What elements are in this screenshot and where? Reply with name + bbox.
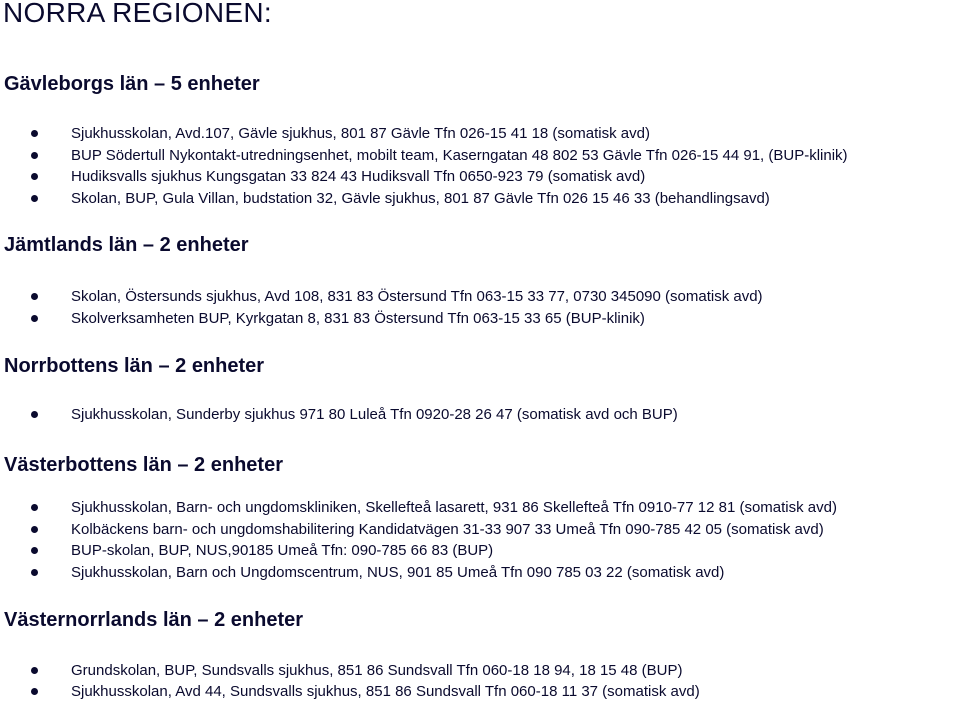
bullet-icon bbox=[31, 688, 38, 695]
section-heading-jamtland: Jämtlands län – 2 enheter bbox=[4, 234, 249, 256]
list-item-text: Sjukhusskolan, Barn- och ungdomskliniken, Skellefteå lasarett, 931 86 Skellefteå Tfn 0910-77 12 81 (somatisk avd) bbox=[71, 499, 837, 516]
section-heading-vasternorrland: Västernorrlands län – 2 enheter bbox=[4, 609, 304, 631]
page-title: NORRA REGIONEN: bbox=[3, 0, 272, 28]
bullet-icon bbox=[31, 667, 38, 674]
list-item bbox=[71, 542, 493, 560]
list-item bbox=[71, 125, 650, 143]
list-item-text: Sjukhusskolan, Avd.107, Gävle sjukhus, 801 87 Gävle Tfn 026-15 41 18 (somatisk avd) bbox=[71, 125, 650, 142]
list-item bbox=[71, 288, 763, 306]
section-heading-vasterbotten: Västerbottens län – 2 enheter bbox=[4, 454, 283, 476]
list-item-text: Sjukhusskolan, Avd 44, Sundsvalls sjukhus, 851 86 Sundsvall Tfn 060-18 11 37 (somatisk avd) bbox=[71, 683, 700, 700]
list-item bbox=[71, 168, 645, 186]
list-item bbox=[71, 521, 824, 539]
list-item bbox=[71, 662, 682, 680]
list-item-text: Sjukhusskolan, Barn och Ungdomscentrum, NUS, 901 85 Umeå Tfn 090 785 03 22 (somatisk avd) bbox=[71, 564, 725, 581]
list-item-text: Grundskolan, BUP, Sundsvalls sjukhus, 851 86 Sundsvall Tfn 060-18 18 94, 18 15 48 (BUP) bbox=[71, 662, 683, 679]
bullet-icon bbox=[31, 504, 38, 511]
section-heading-gavleborg: Gävleborgs län – 5 enheter bbox=[4, 73, 260, 95]
bullet-icon bbox=[31, 315, 38, 322]
bullet-icon bbox=[31, 569, 38, 576]
list-item-text: Skolan, BUP, Gula Villan, budstation 32, Gävle sjukhus, 801 87 Gävle Tfn 026 15 46 33 (behandlingsavd) bbox=[71, 190, 770, 207]
section-heading-norrbotten: Norrbottens län – 2 enheter bbox=[4, 355, 265, 377]
list-item bbox=[71, 683, 700, 701]
list-item-text: Kolbäckens barn- och ungdomshabilitering Kandidatvägen 31-33 907 33 Umeå Tfn 090-785 42 05 (somatisk avd) bbox=[71, 521, 824, 538]
list-item-text: BUP-skolan, BUP, NUS,90185 Umeå Tfn: 090-785 66 83 (BUP) bbox=[71, 542, 494, 559]
list-item bbox=[71, 190, 770, 208]
list-item bbox=[71, 406, 678, 424]
list-item bbox=[71, 564, 724, 582]
list-item-text: Hudiksvalls sjukhus Kungsgatan 33 824 43 Hudiksvall Tfn 0650-923 79 (somatisk avd) bbox=[71, 168, 646, 185]
list-item-text: Sjukhusskolan, Sunderby sjukhus 971 80 Luleå Tfn 0920-28 26 47 (somatisk avd och BUP) bbox=[71, 406, 678, 423]
bullet-icon bbox=[31, 411, 38, 418]
bullet-icon bbox=[31, 293, 38, 300]
bullet-icon bbox=[31, 526, 38, 533]
bullet-icon bbox=[31, 547, 38, 554]
list-item-text: Skolan, Östersunds sjukhus, Avd 108, 831 83 Östersund Tfn 063-15 33 77, 0730 345090 (somatisk avd) bbox=[71, 288, 763, 305]
bullet-icon bbox=[31, 173, 38, 180]
list-item bbox=[71, 147, 848, 165]
list-item bbox=[71, 310, 645, 328]
bullet-icon bbox=[31, 195, 38, 202]
list-item bbox=[71, 499, 837, 517]
bullet-icon bbox=[31, 152, 38, 159]
list-item-text: Skolverksamheten BUP, Kyrkgatan 8, 831 83 Östersund Tfn 063-15 33 65 (BUP-klinik) bbox=[71, 310, 645, 327]
list-item-text: BUP Södertull Nykontakt-utredningsenhet, mobilt team, Kaserngatan 48 802 53 Gävle Tfn 026-15 44 91, (BUP-klinik) bbox=[71, 147, 848, 164]
bullet-icon bbox=[31, 130, 38, 137]
